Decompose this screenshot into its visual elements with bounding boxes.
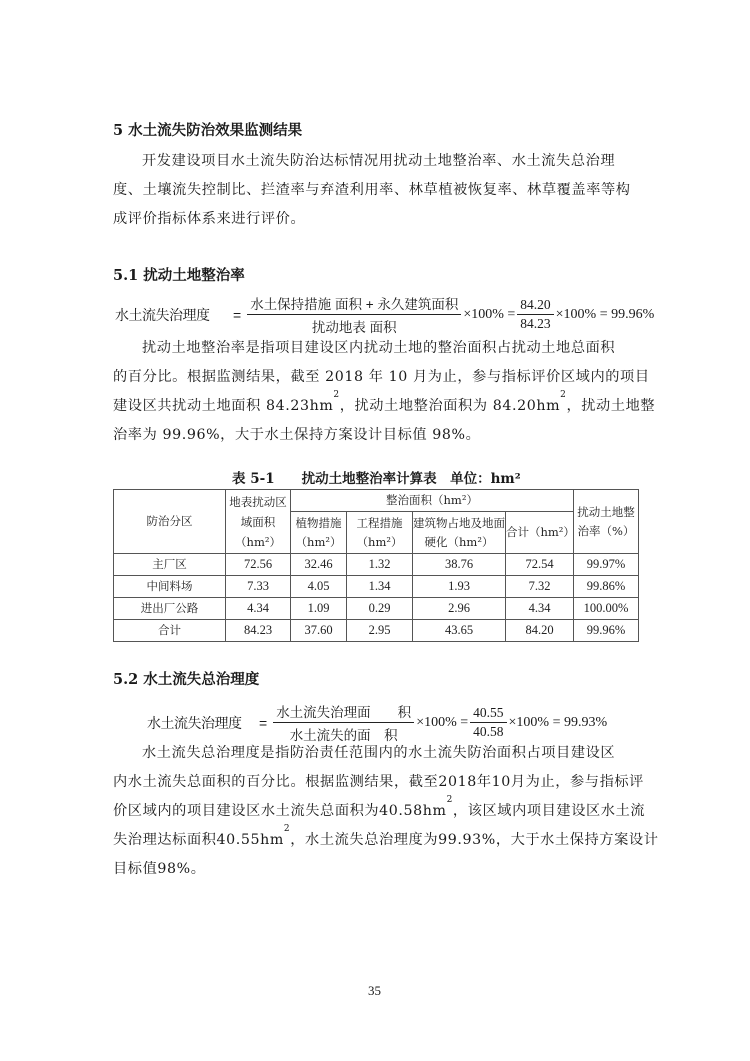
formula-numerator: 水土保持措施 面积 + 永久建筑面积: [247, 293, 461, 315]
para-text: ，水土流失总治理度为99.93%，大于水土保持方案设计: [290, 832, 659, 848]
cell-building: 43.65: [413, 620, 506, 642]
header-disturbed-area: [226, 490, 291, 554]
section-5-2-paragraph: [113, 739, 659, 884]
formula-5-2: [147, 701, 607, 744]
header-rate: [574, 490, 639, 554]
formula-times-1: ×100% =: [463, 306, 516, 322]
cell-zone: 中间料场: [114, 576, 226, 598]
header-text: 建筑物占地及地面: [413, 515, 505, 530]
header-engineering: [347, 512, 413, 554]
header-unit: （hm²）: [235, 534, 281, 549]
cell-rate: 99.86%: [574, 576, 639, 598]
header-unit: （hm²）: [295, 534, 342, 549]
formula-fraction-text: [247, 293, 461, 336]
cell-subtotal: 4.34: [506, 598, 574, 620]
cell-engineering: 2.95: [347, 620, 413, 642]
header-rehab-area-group: 整治面积（hm²）: [291, 490, 574, 512]
section-5-2-heading: 5.2 水土流失总治理度: [113, 671, 260, 688]
cell-plant: 4.05: [291, 576, 347, 598]
formula-result: ×100% = 99.93%: [508, 714, 608, 730]
para-line-1: 扰动土地整治率是指项目建设区内扰动土地的整治面积占扰动土地总面积: [142, 340, 616, 356]
header-unit: （hm²）: [356, 534, 403, 549]
para-line-4: [113, 824, 659, 855]
header-text: 工程措施: [356, 515, 403, 530]
cell-disturbed: 4.34: [226, 598, 291, 620]
intro-line-3: 成评价指标体系来进行评价。: [113, 211, 306, 227]
formula-result: ×100% = 99.96%: [555, 306, 655, 322]
table-row: [114, 554, 639, 576]
intro-line-2: 度、土壤流失控制比、拦渣率与弃渣利用率、林草植被恢复率、林草覆盖率等构: [113, 182, 631, 198]
section-5-1-heading: 5.1 扰动土地整治率: [113, 267, 245, 284]
para-text: 建设区共扰动土地面积 84.23hm: [113, 398, 334, 414]
table-row: [114, 620, 639, 642]
header-text: 域面积: [240, 514, 276, 529]
formula-numerator: 水土流失治理面 积: [273, 701, 414, 723]
superscript: 2: [560, 390, 567, 400]
cell-engineering: 1.32: [347, 554, 413, 576]
para-text: ，扰动土地整: [566, 398, 656, 414]
cell-engineering: 1.34: [347, 576, 413, 598]
para-text: ，扰动土地整治面积为 84.20hm: [339, 398, 561, 414]
cell-engineering: 0.29: [347, 598, 413, 620]
cell-building: 1.93: [413, 576, 506, 598]
cell-plant: 32.46: [291, 554, 347, 576]
para-line-5: 目标值98%。: [113, 861, 206, 877]
formula-fraction-values: [470, 705, 506, 740]
formula-den-value: 40.58: [473, 724, 504, 739]
cell-rate: 99.97%: [574, 554, 639, 576]
header-text: 地表扰动区: [229, 494, 287, 509]
cell-zone: 主厂区: [114, 554, 226, 576]
cell-building: 38.76: [413, 554, 506, 576]
para-line-1: 水土流失总治理度是指防治责任范围内的水土流失防治面积占项目建设区: [142, 745, 616, 761]
formula-lhs: 水土流失治理度: [115, 306, 210, 323]
section-5-intro: [113, 147, 641, 234]
table-row: [114, 598, 639, 620]
land-rehabilitation-table: [113, 489, 639, 642]
section-5-heading: 5 水土流失防治效果监测结果: [113, 122, 303, 139]
formula-num-value: 84.20: [517, 297, 553, 315]
formula-lhs: 水土流失治理度: [147, 714, 242, 731]
cell-disturbed: 84.23: [226, 620, 291, 642]
formula-denominator: 水土流失的面 积: [289, 728, 398, 743]
para-line-3: [113, 795, 646, 826]
cell-subtotal: 72.54: [506, 554, 574, 576]
header-zone: 防治分区: [114, 490, 226, 554]
para-text: 价区域内的项目建设区水土流失总面积为40.58hm: [113, 803, 447, 819]
formula-times-1: ×100% =: [416, 714, 469, 730]
para-line-4: 治率为 99.96%，大于水土保持方案设计目标值 98%。: [113, 427, 481, 443]
para-line-2: 的百分比。根据监测结果，截至 2018 年 10 月为止，参与指标评价区域内的项目: [113, 369, 650, 385]
header-text: 硬化（hm²）: [424, 534, 494, 549]
header-plant: [291, 512, 347, 554]
cell-plant: 37.60: [291, 620, 347, 642]
cell-disturbed: 7.33: [226, 576, 291, 598]
header-text: 扰动土地整: [577, 504, 635, 519]
cell-zone: 合计: [114, 620, 226, 642]
page-number: 35: [368, 983, 381, 998]
cell-zone: 进出厂公路: [114, 598, 226, 620]
formula-den-value: 84.23: [520, 316, 551, 331]
table-caption: 表 5-1 扰动土地整治率计算表 单位：hm²: [232, 471, 521, 487]
para-text: ，该区域内项目建设区水土流: [452, 803, 646, 819]
section-5-1-paragraph: [113, 334, 656, 450]
cell-building: 2.96: [413, 598, 506, 620]
table-row: [114, 576, 639, 598]
header-building: [413, 512, 506, 554]
para-text: 失治理达标面积40.55hm: [113, 832, 284, 848]
cell-plant: 1.09: [291, 598, 347, 620]
para-line-3: [113, 390, 656, 421]
formula-num-value: 40.55: [470, 705, 506, 723]
cell-subtotal: 84.20: [506, 620, 574, 642]
cell-rate: 99.96%: [574, 620, 639, 642]
cell-disturbed: 72.56: [226, 554, 291, 576]
cell-rate: 100.00%: [574, 598, 639, 620]
formula-5-1: [115, 293, 654, 336]
superscript: 2: [333, 390, 340, 400]
intro-line-1: 开发建设项目水土流失防治达标情况用扰动土地整治率、水土流失总治理: [142, 153, 616, 169]
para-line-2: 内水土流失总面积的百分比。根据监测结果，截至2018年10月为止，参与指标评: [113, 774, 644, 790]
header-text: 治率（%）: [577, 523, 635, 538]
formula-fraction-values: [517, 297, 553, 332]
header-subtotal: 合计（hm²）: [506, 512, 574, 554]
formula-denominator: 扰动地表 面积: [311, 320, 397, 335]
formula-equals: =: [233, 306, 242, 323]
superscript: 2: [283, 824, 291, 834]
header-text: 植物措施: [295, 515, 342, 530]
formula-equals: =: [259, 714, 268, 731]
formula-fraction-text: [273, 701, 414, 744]
superscript: 2: [446, 795, 453, 805]
cell-subtotal: 7.32: [506, 576, 574, 598]
